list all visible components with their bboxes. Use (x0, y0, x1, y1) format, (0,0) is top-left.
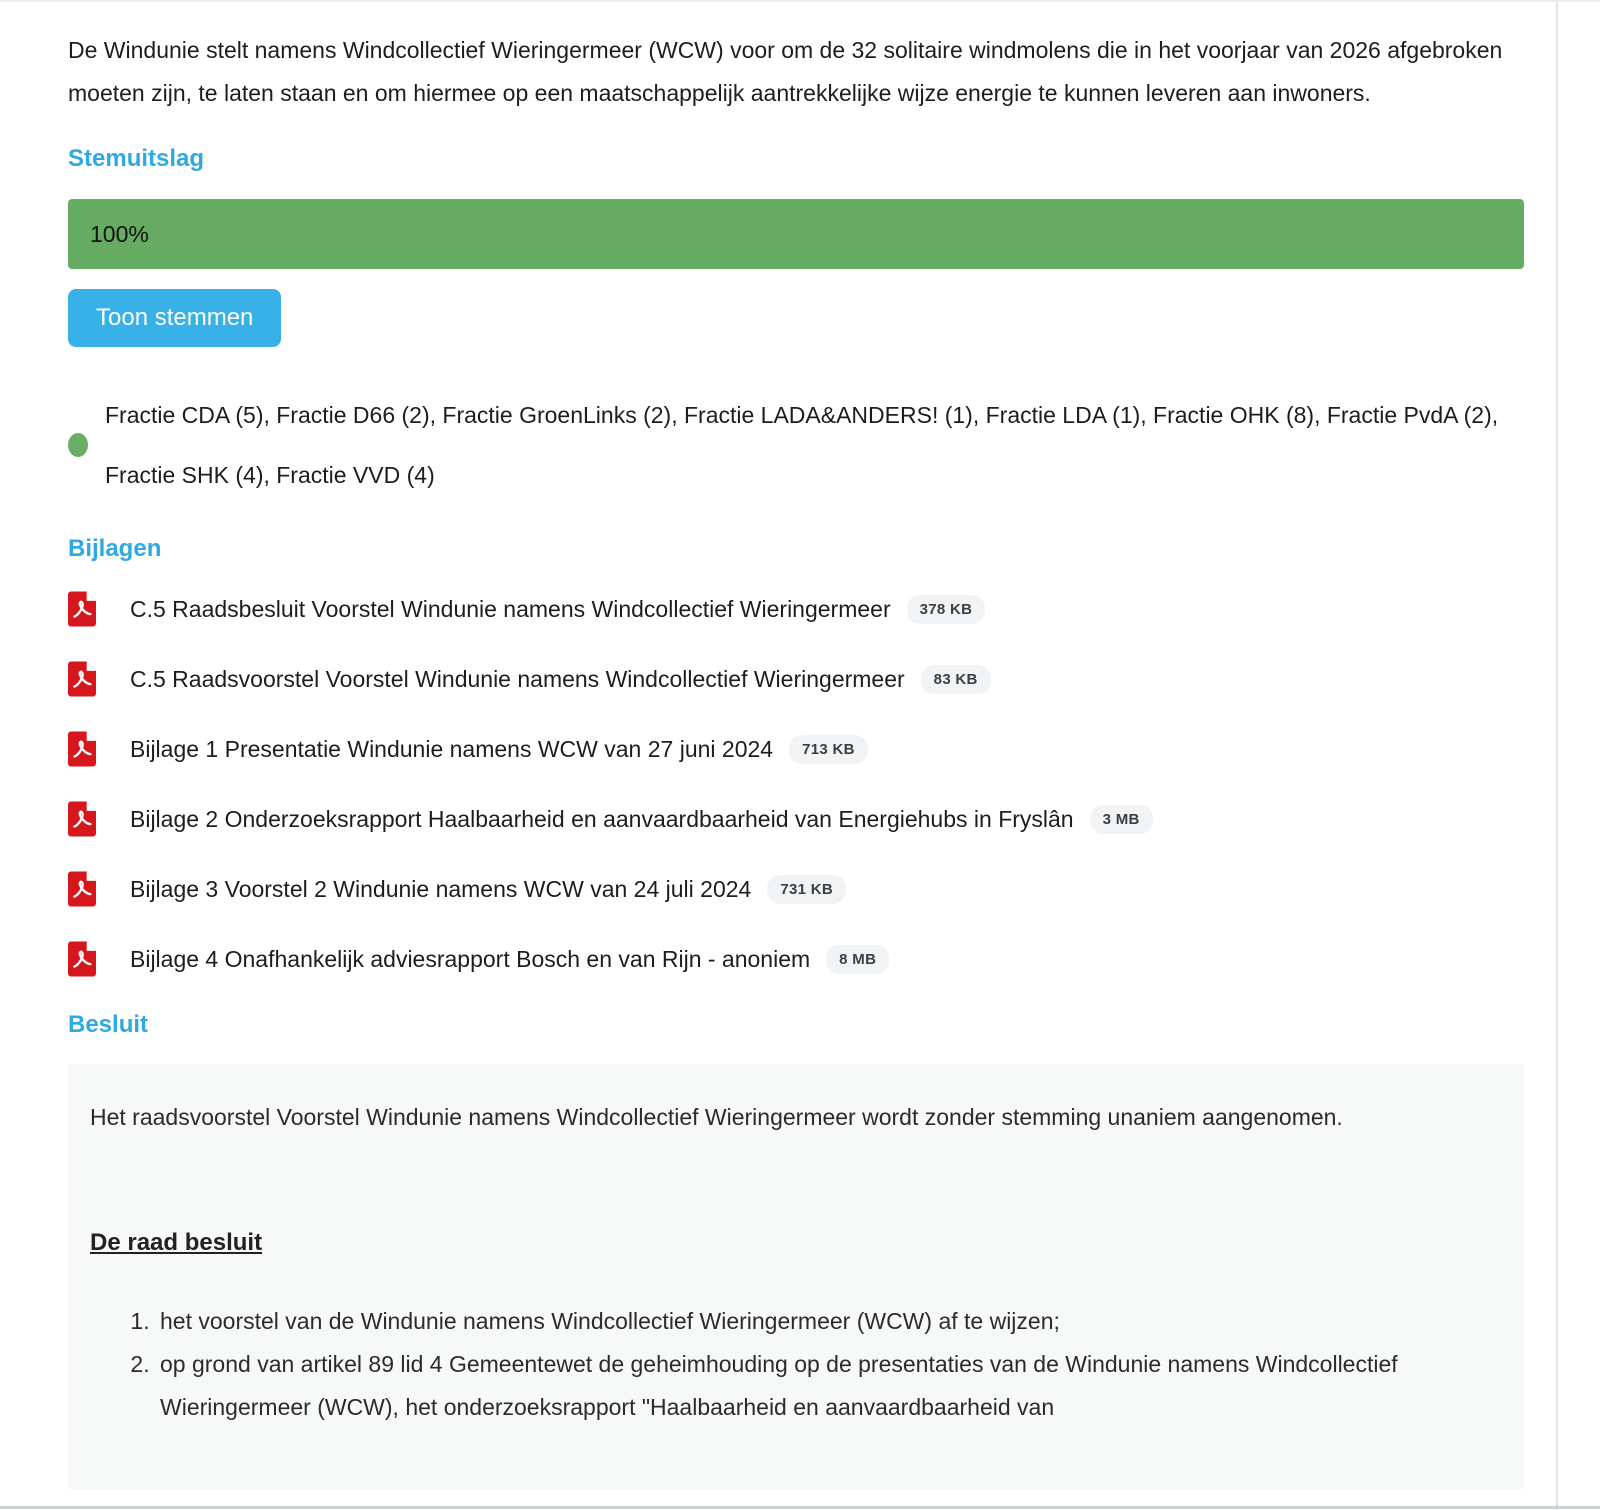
decision-summary-text: Het raadsvoorstel Voorstel Windunie namens Windcollectief Wieringermeer wordt zonder stemming unaniem aangenomen. (90, 1104, 1343, 1130)
dot-icon (68, 433, 88, 457)
attachment-size-badge: 8 MB (826, 945, 889, 974)
decision-item: 1. het voorstel van de Windunie namens Windcollectief Wieringermeer (WCW) af te wijzen; (156, 1300, 1502, 1343)
attachments-section (68, 535, 1524, 977)
vote-result-section (68, 145, 1524, 505)
window-bottom-border (0, 1506, 1600, 1509)
vote-progress-bar (68, 199, 1524, 269)
proposal-intro-text: De Windunie stelt namens Windcollectief Wieringermeer (WCW) voor om de 32 solitaire windmolens die in het voorjaar van 2026 afgebroken moeten zijn, te laten staan en om hiermee op een maatschappelijk aantrekkelijke wijze energie te kunnen leveren aan inwoners. (68, 37, 1503, 106)
attachment-link[interactable]: C.5 Raadsvoorstel Voorstel Windunie namens Windcollectief Wieringermeer (130, 665, 905, 692)
attachment-link[interactable]: C.5 Raadsbesluit Voorstel Windunie namens Windcollectief Wieringermeer (130, 595, 891, 622)
attachments-heading: Bijlagen (68, 535, 162, 562)
pdf-icon (68, 871, 96, 907)
attachment-size-badge: 83 KB (921, 665, 991, 694)
decision-subheading: De raad besluit (90, 1229, 263, 1256)
decision-item: 2. op grond van artikel 89 lid 4 Gemeentewet de geheimhouding op de presentaties van de Windunie namens Windcollectief Wieringermeer (WCW), het onderzoeksrapport "Haalbaarheid en aanvaardbaarheid van (156, 1343, 1502, 1429)
attachment-size-badge: 713 KB (789, 735, 868, 764)
pdf-icon (68, 801, 96, 837)
vote-parties-text: Fractie CDA (5), Fractie D66 (2), Fractie GroenLinks (2), Fractie LADA&ANDERS! (1), Fractie LDA (1), Fractie OHK (8), Fractie PvdA (2), Fractie SHK (4), Fractie VVD (4) (105, 402, 1499, 488)
decision-list (90, 1300, 1502, 1429)
attachment-size-badge: 731 KB (767, 875, 846, 904)
attachment-list (68, 591, 1524, 977)
vote-progress-fill (68, 199, 1524, 269)
attachment-row[interactable] (68, 731, 1524, 767)
decision-heading: Besluit (68, 1011, 149, 1038)
attachment-size-badge: 378 KB (907, 595, 986, 624)
attachment-row[interactable] (68, 871, 1524, 907)
show-votes-button[interactable]: Toon stemmen (68, 289, 281, 347)
decision-section (68, 1011, 1524, 1489)
pdf-icon (68, 661, 96, 697)
attachment-row[interactable] (68, 661, 1524, 697)
attachment-row[interactable] (68, 941, 1524, 977)
attachment-row[interactable] (68, 591, 1524, 627)
vote-result-heading: Stemuitslag (68, 145, 205, 172)
attachment-row[interactable] (68, 801, 1524, 837)
pdf-icon (68, 591, 96, 627)
attachment-link[interactable]: Bijlage 3 Voorstel 2 Windunie namens WCW van 24 juli 2024 (130, 875, 752, 902)
attachment-link[interactable]: Bijlage 2 Onderzoeksrapport Haalbaarheid en aanvaardbaarheid van Energiehubs in Fryslân (130, 805, 1074, 832)
pdf-icon (68, 731, 96, 767)
decision-box (68, 1064, 1524, 1489)
meeting-item-content (68, 2, 1524, 1489)
attachment-link[interactable]: Bijlage 1 Presentatie Windunie namens WCW van 27 juni 2024 (130, 735, 774, 762)
vote-parties-row (68, 385, 1524, 505)
pdf-icon (68, 941, 96, 977)
vote-percentage-label: 100% (90, 220, 149, 247)
panel-right-border (1556, 2, 1558, 1510)
attachment-size-badge: 3 MB (1090, 805, 1153, 834)
attachment-link[interactable]: Bijlage 4 Onafhankelijk adviesrapport Bosch en van Rijn - anoniem (130, 945, 811, 972)
